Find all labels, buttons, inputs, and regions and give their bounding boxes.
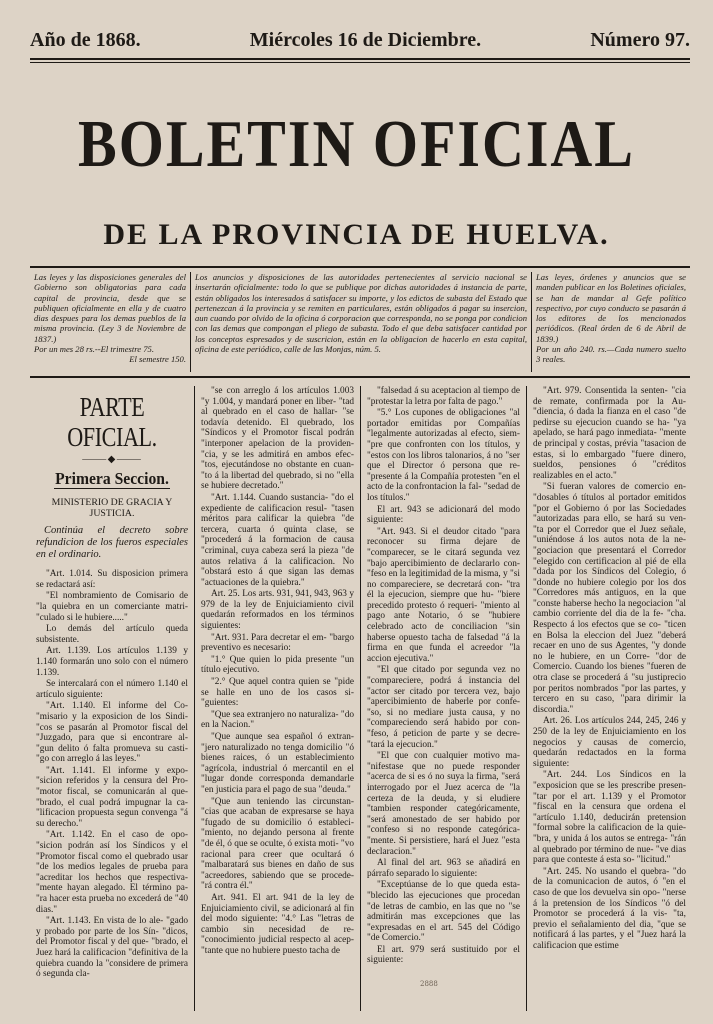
paragraph: "Art. 979. Consentida la senten- "cia de remate, confirmada por la Au- "diencia, ó dada la fianza en el caso "de pedirse su ejecucion cuando se ha- "ya apelado, se hará pago inmediata- "mente de principal y costas, prévia "tasacion de estas, si lo embargado "fuere dinero, sueldos, pensiones ó "créditos realizables en el acto." xyxy=(533,386,686,481)
paragraph: Lo demás del artículo queda subsistente. xyxy=(36,624,188,645)
paragraph: Art. 941. El art. 941 de la ley de Enjuiciamiento civil, se adicionará al fin del modo siguiente: "4.° Las "letras de cambio sin necesidad de re- "conocimiento judicial respecto al acep- "tante que no hubiere puesto tacha de xyxy=(201,892,354,956)
paragraph: "Si fueran valores de comercio en- "dosables ó títulos al portador emitidos "por el Gobierno ó por las Sociedades "autorizadas para ello, se hará su ven- "ta por el Corredor que el Juez señale, "uniéndose á los autos nota de la ne- "gociacion que presentará el Corredor "elegido con certificacion al pié de ella "dada por los Síndicos del Colegio, ó "donde no hubiere colegio por los dos "Corredores más antiguos, en la que "conste haberse hecho la negociacion "al cambio corriente del dia de la fe- "cha. Respecto á los efectos que se co- "ticen en Bolsa la eleccion del Juez "deberá recaer en uno de sus Agentes, "y donde no le hubiere, en un Corre- "dor de Comercio. Cuando los bienes "fueren de otra clase se procederá á "su justiprecio por peritos nombrados "por las partes, y tercero en su caso, "para dirimir la discordia." xyxy=(533,482,686,715)
paragraph: "se con arreglo á los artículos 1.003 "y 1.004, y mandará poner en liber- "tad al quebrado en el caso de hallar- "se todavía detenido. El quebrado, los "Síndicos y el Promotor fiscal podrán "interponer apelacion de la providen- "cia, y se les admitirá en ambos efec- "tos, ejecutándose no obstante en cuan- "to á la libertad del quebrado, si no "ella se hubiere decretado." xyxy=(201,386,354,492)
paragraph: "Art. 931. Para decretar el em- "bargo preventivo es necesario: xyxy=(201,632,354,654)
notice-center xyxy=(191,272,531,372)
column-1 xyxy=(30,386,194,1011)
section-rule xyxy=(54,488,170,489)
paragraph: "Que aunque sea español ó extran- "jero naturalizado no tenga domicilio "ó bienes raices, ó un establecimiento "agrícola, industrial ó mercantil en el "lugar donde corresponda demandarle "en justicia para el pago de sua "deuda." xyxy=(201,732,354,795)
paragraph: "Art. 943. Si el deudor citado "para reconocer su firma dejare de "comparecer, se le citará segunda vez "bajo apercibimiento de declararlo con- "feso en la legitimidad de la misma, y "si no compareciere, se decretará con- "tra él la ejecucion, siempre que hu- "biere precedido protesto ó requeri- "miento al pago ante Notario, ó se "hubiere celebrado acto de conciliacion "sin haberse opuesto tacha de falsedad "á la firma en que funda el acreedor "la accion ejecutiva." xyxy=(367,526,520,664)
notice-left-price2: El semestre 150. xyxy=(129,354,186,365)
decree-intro: Continúa el decreto sobre refundicion de los fueros especiales en el ordinario. xyxy=(36,525,188,561)
issue-date: Miércoles 16 de Diciembre. xyxy=(249,28,482,51)
footer-mark: 2888 xyxy=(420,980,438,988)
paragraph: El art. 943 se adicionará del modo siguiente: xyxy=(367,504,520,526)
paragraph: "Art. 1.142. En el caso de opo- "sicion podrán así los Síndicos y el "Promotor fiscal como el quebrado usar "de los medios legales de prueba para "acreditar los hechos que respectiva- "mente hayan alegado. El término pa- "ra hacer esta prueba no excederá de "40 dias." xyxy=(36,830,188,915)
paragraph: "Que sea extranjero no naturaliza- "do en la Nacion." xyxy=(201,709,354,731)
ornament: ⸻◆⸻ xyxy=(81,454,143,465)
issue-number: Número 97. xyxy=(590,28,690,51)
notices-bottom-rule xyxy=(30,376,690,378)
paragraph: "Que aun teniendo las circunstan- "cias que acaban de expresarse se haya "fugado de su domicilio ó estableci- "miento, no dejando persona al frente "de él, ó que se oculte, ó exista moti- "vo racional para creer que ocultará ó "malbaratará sus bienes en daño de sus "acreedores, sabiendo que se procede- "rá contra él." xyxy=(201,796,354,892)
seccion-heading: Primera Seccion. xyxy=(55,468,169,488)
ministerio-heading: MINISTERIO DE GRACIA Y JUSTICIA. xyxy=(51,497,173,520)
newspaper-title: BOLETIN OFICIAL xyxy=(78,106,635,181)
column-3 xyxy=(361,386,526,1011)
issue-year: Año de 1868. xyxy=(30,28,141,51)
notice-left-price: Por un mes 28 rs.--El trimestre 75. xyxy=(34,344,154,355)
paragraph: "1.° Que quien lo pida presente "un título ejecutivo. xyxy=(201,654,354,676)
paragraph: "El nombramiento de Comisario de "la quiebra en un comerciante matri- "culado si le hubiere....." xyxy=(36,591,188,623)
notice-right-text: Las leyes, órdenes y anuncios que se manden publicar en los Boletines oficiales, se han de mandar al Gefe político respectivo, por cuyo conducto se pasarán á los editores de los mencionados periódicos. (Real órden de 6 de Abril de 1839.) xyxy=(536,272,686,344)
paragraph: "Art. 1.014. Su disposicion primera se redactará así: xyxy=(36,569,188,590)
column-4 xyxy=(527,386,692,1011)
notice-right-price: Por un año 240. rs.—Cada numero suelto 3 reales. xyxy=(536,344,686,365)
paragraph: "Art. 1.143. En vista de lo ale- "gado y probado por parte de los Sín- "dicos, del Promotor fiscal y del que- "brado, el Juez hará la calificacion "definitiva de la quiebra cuando la "considere de primera ó segunda cla- xyxy=(36,916,188,980)
column-2 xyxy=(195,386,360,1011)
paragraph: "El que con cualquier motivo ma- "nifestase que no puede responder "acerca de si es ó no suya la firma, "será interrogado por el Juez acerca de "la certeza de la deuda, y si eludiere "tambien responder categóricamente, "será amonestado de ser habido por "confeso si no responde categórica- "mente. Si persistiere, hará el Juez "esta declaracion." xyxy=(367,751,520,857)
paragraph: "Art. 1.140. El informe del Co- "misario y la exposicion de los Sindi- "cos se pasarán al Promotor fiscal del "Juzgado, para que si encontrare al- "gun delito ó falta promueva su casti- "go con arreglo á las leyes." xyxy=(36,701,188,765)
notice-right xyxy=(532,272,690,372)
paragraph: "Art. 1.144. Cuando sustancia- "do el expediente de calificacion resul- "tasen méritos para calificar la quiebra "de tercera, cuarta ó quinta clase, se "procederá á la formacion de causa "criminal, cuya cabeza será la pieza "de autos relativa á la calificacion. No "obstará esto á que sigan las demas "actuaciones de la quiebra." xyxy=(201,492,354,588)
paragraph: El art. 979 será sustituido por el siguiente: xyxy=(367,944,520,966)
paragraph: Art. 26. Los artículos 244, 245, 246 y 250 de la ley de Enjuiciamiento en los negocios y causas de comercio, quedarán redactados en la forma siguiente: xyxy=(533,716,686,769)
notices-top-rule xyxy=(30,266,690,268)
masthead-rule-thin xyxy=(30,62,690,63)
notice-left-text: Las leyes y las disposiciones generales del Gobierno son obligatorias para cada capital de provincia, desde que se publiquen oficialmente en ella y de cuatro dias despues para los demas pueblos de la misma provincia. (Ley 3 de Noviembre de 1837.) xyxy=(34,272,186,344)
paragraph: Art. 1.139. Los artículos 1.139 y 1.140 formarán uno solo con el número 1.139. xyxy=(36,646,188,678)
notices-box xyxy=(30,272,690,372)
parte-oficial-heading: PARTE OFICIAL. xyxy=(67,392,157,452)
notice-left xyxy=(30,272,190,372)
paragraph: "Art. 244. Los Síndicos en la "exposicion que se les prescribe presen- "tar por el art. 1.139 y el Promotor "fiscal en la censura que ordena el "artículo 1.140, deducirán pretension "formal sobre la calificacion de la quie- "bra, y unida á los autos se entrega- "rán al quebrado por término de nue- "ve dias para que conteste á esta so- "licitud." xyxy=(533,770,686,866)
paragraph: "El que citado por segunda vez no "compareciere, podrá á instancia del "actor ser citado por tercera vez, bajo "apercibimiento de haberle por confe- "so, si no mediare justa causa, y no "compareciendo será habido por con- "feso, á peticion de parte y se decre- "tará la ejecucion." xyxy=(367,665,520,750)
newspaper-subtitle: DE LA PROVINCIA DE HUELVA. xyxy=(103,218,610,251)
notice-center-text: Los anuncios y disposiciones de las autoridades pertenecientes al servicio nacional se insertarán oficialmente: todo lo que se publique por dichas autoridades á instancia de parte, están obligados los interesados á satisfacer su importe, y los edictos de subasta del Estado que pertenezcan á la provincia y se remiten en particulares, están obligados á pagar su insercion, aun cuando por olvido de la oficina ó corporacion que corresponda, no se ponga por condicion con las demas que compongan el pliego de subasta. Todo el que deba satisfacer cantidad por los conceptos espresados y de suscricion, están en la obligacion de hacerlo en esta capital, oficina de este periódico, calle de las Monjas, núm. 5. xyxy=(195,272,527,355)
masthead-rule xyxy=(30,58,690,60)
paragraph: "5.° Los cupones de obligaciones "al portador emitidas por Compañías "legalmente autorizadas al efecto, siem- "pre que confronten con los títulos, y "estos con los libros talonarios, á no "ser que el Director ó persona que re- "presente á la Compañía protesten "en el acto de la confrontacion la fal- "sedad de los títulos." xyxy=(367,408,520,503)
paragraph: Al final del art. 963 se añadirá en párrafo separado lo siguiente: xyxy=(367,858,520,879)
body-columns xyxy=(30,386,692,1011)
paragraph: "2.° Que aquel contra quien se "pide se halle en uno de los casos si- "guientes: xyxy=(201,677,354,709)
masthead-line xyxy=(30,20,690,60)
paragraph: Se intercalará con el número 1.140 el artículo siguiente: xyxy=(36,679,188,700)
paragraph: "Art. 245. No usando el quebra- "do de la comunicacion de autos, ó "en el caso de que los devuelva sin opo- "nerse á la pretension de los Síndicos "ó del Promotor se procederá á la vis- "ta, previo el señalamiento del dia, "que se notificará á las partes, y el "Juez hará la calificacion que estime xyxy=(533,866,686,951)
paragraph: Art. 25. Los arts. 931, 941, 943, 963 y 979 de la ley de Enjuiciamiento civil quedarán reformados en los términos siguientes: xyxy=(201,589,354,632)
paragraph: "Art. 1.141. El informe y expo- "sicion referidos y la censura del Pro- "motor fiscal, se comunicarán al que- "brado, el cual podrá impugnar la ca- "lificacion propuesta segun convenga "á su derecho." xyxy=(36,765,188,829)
paragraph: "falsedad á su aceptacion al tiempo de "protestar la letra por falta de pago." xyxy=(367,386,520,407)
paragraph: "Exceptúanse de lo que queda esta- "blecido las ejecuciones que procedan "de letras de cambio, en las que no "se admitirán mas excepciones que las "expresadas en el art. 545 del Código "de Comercio." xyxy=(367,880,520,944)
